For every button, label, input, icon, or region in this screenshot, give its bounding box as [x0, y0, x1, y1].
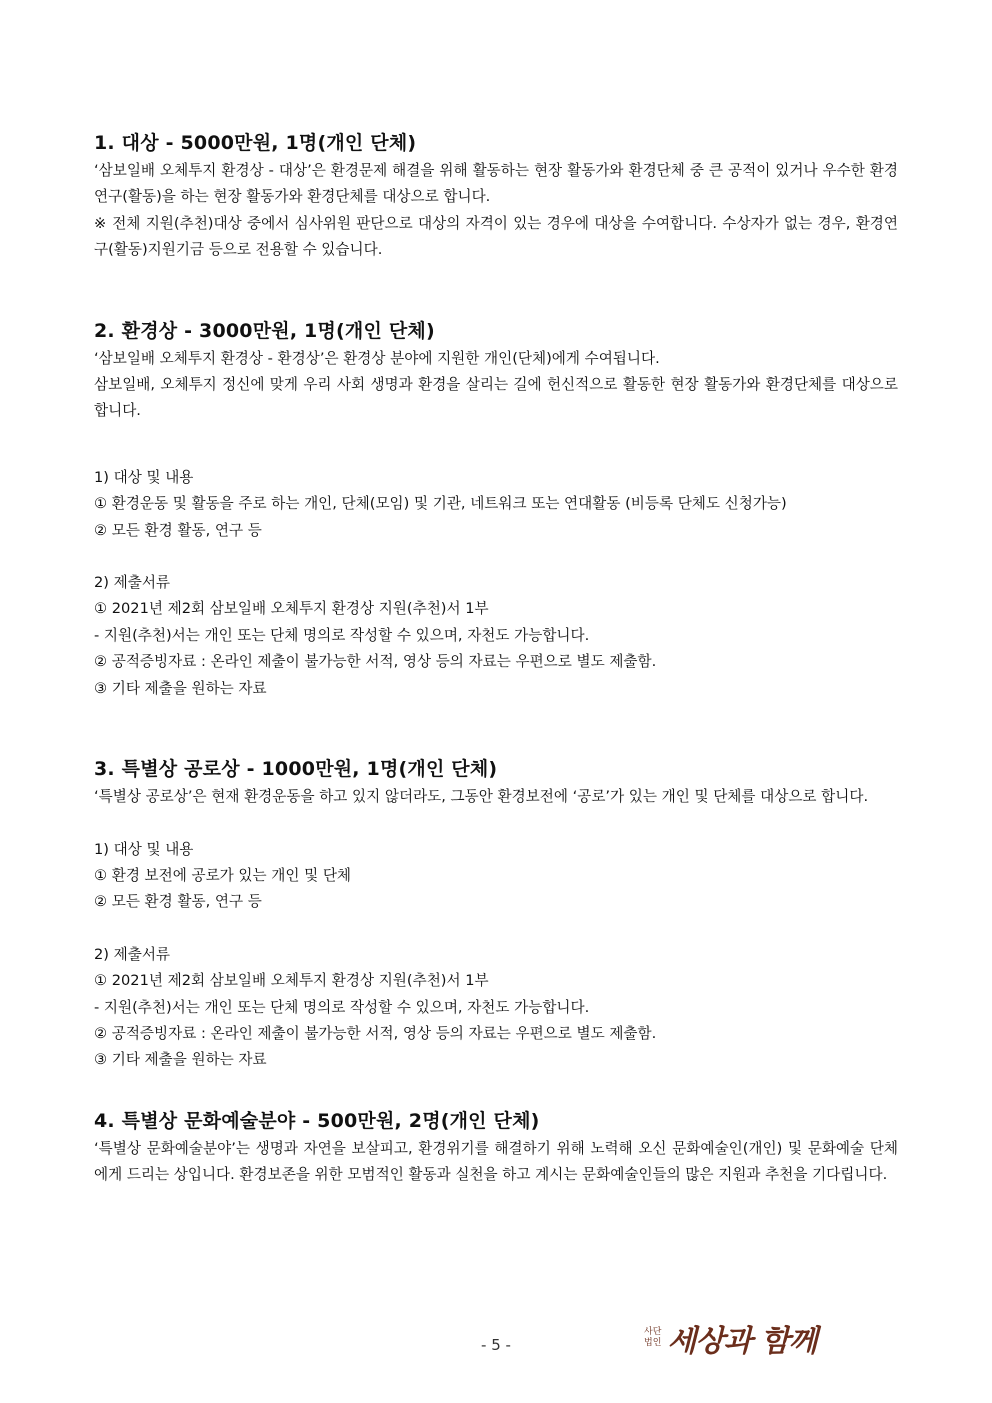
- section-2-docs-title: 2) 제출서류: [94, 574, 171, 592]
- list-item: ③ 기타 제출을 원하는 자료: [94, 1051, 267, 1069]
- logo-main-text: 세상과 함께: [667, 1324, 817, 1359]
- logo-small-top: 사단: [644, 1327, 662, 1337]
- section-2-paragraph: 삼보일배, 오체투지 정신에 맞게 우리 사회 생명과 환경을 살리는 길에 헌신적으로 활동한 현장 활동가와 환경단체를 대상으로 합니다.: [94, 376, 898, 420]
- section-3-heading: 3. 특별상 공로상 - 1000만원, 1명(개인 단체): [94, 758, 498, 781]
- list-item: ① 환경 보전에 공로가 있는 개인 및 단체: [94, 866, 352, 884]
- list-item: - 지원(추천)서는 개인 또는 단체 명의로 작성할 수 있으며, 자천도 가능합니다.: [94, 626, 590, 644]
- section-3-paragraph: ‘특별상 공로상’은 현재 환경운동을 하고 있지 않더라도, 그동안 환경보전에 ‘공로’가 있는 개인 및 단체를 대상으로 합니다.: [94, 788, 869, 806]
- section-2-target-title: 1) 대상 및 내용: [94, 468, 194, 486]
- page-number: - 5 -: [481, 1336, 511, 1354]
- list-item: ② 모든 환경 활동, 연구 등: [94, 893, 262, 911]
- list-item: ① 2021년 제2회 삼보일배 오체투지 환경상 지원(추천)서 1부: [94, 972, 489, 990]
- section-1-note: ※ 전체 지원(추천)대상 중에서 심사위원 판단으로 대상의 자격이 있는 경우에 대상을 수여합니다. 수상자가 없는 경우, 환경연구(활동)지원기금 등으로 전용할 수 있습니다.: [94, 214, 898, 259]
- list-item: - 지원(추천)서는 개인 또는 단체 명의로 작성할 수 있으며, 자천도 가능합니다.: [94, 998, 590, 1016]
- section-3-docs-title: 2) 제출서류: [94, 945, 171, 963]
- document-body: [94, 128, 898, 1189]
- section-4-heading: 4. 특별상 문화예술분야 - 500만원, 2명(개인 단체): [94, 1109, 540, 1132]
- organization-logo: [644, 1316, 817, 1360]
- logo-small-bottom: 법인: [644, 1338, 662, 1348]
- list-item: ③ 기타 제출을 원하는 자료: [94, 679, 267, 697]
- list-item: ② 공적증빙자료 : 온라인 제출이 불가능한 서적, 영상 등의 자료는 우편으로 별도 제출함.: [94, 1024, 657, 1042]
- section-2-heading: 2. 환경상 - 3000만원, 1명(개인 단체): [94, 319, 435, 342]
- section-4-paragraph: ‘특별상 문화예술분야’는 생명과 자연을 보살피고, 환경위기를 해결하기 위해 노력해 오신 문화예술인(개인) 및 문화예술 단체에게 드리는 상입니다. 환경보존을 위한 모범적인 활동과 실천을 하고 계시는 문화예술인들의 많은 지원과 추천을 기다립니다.: [94, 1139, 898, 1184]
- list-item: ② 모든 환경 활동, 연구 등: [94, 521, 262, 539]
- section-3-target-title: 1) 대상 및 내용: [94, 840, 194, 858]
- section-1-paragraph: ‘삼보일배 오체투지 환경상 - 대상’은 환경문제 해결을 위해 활동하는 현장 활동가와 환경단체 중 큰 공적이 있거나 우수한 환경연구(활동)을 하는 현장 활동가와 환경단체를 대상으로 합니다.: [94, 162, 898, 206]
- section-1-heading: 1. 대상 - 5000만원, 1명(개인 단체): [94, 132, 417, 154]
- list-item: ① 2021년 제2회 삼보일배 오체투지 환경상 지원(추천)서 1부: [94, 600, 489, 618]
- section-2-paragraph: ‘삼보일배 오체투지 환경상 - 환경상’은 환경상 분야에 지원한 개인(단체)에게 수여됩니다.: [94, 349, 660, 367]
- list-item: ② 공적증빙자료 : 온라인 제출이 불가능한 서적, 영상 등의 자료는 우편으로 별도 제출함.: [94, 653, 657, 671]
- logo-small-text: [644, 1327, 661, 1349]
- list-item: ① 환경운동 및 활동을 주로 하는 개인, 단체(모임) 및 기관, 네트워크 또는 연대활동 (비등록 단체도 신청가능): [94, 495, 787, 513]
